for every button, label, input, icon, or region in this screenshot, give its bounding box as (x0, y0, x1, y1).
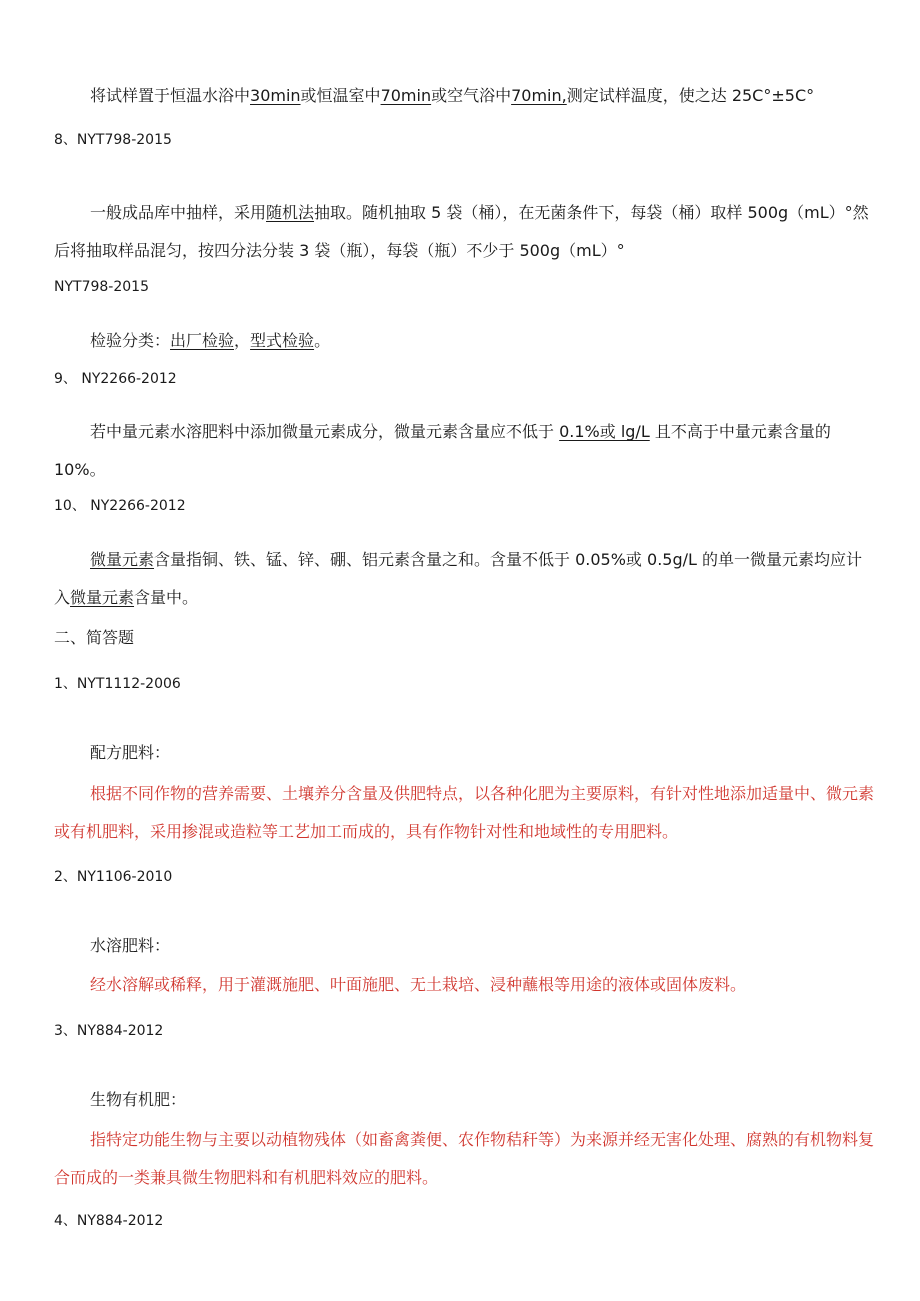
blank-answer: 随机法 (266, 203, 315, 222)
question-1-label: 配方肥料： (90, 743, 171, 762)
item-number-8: 8、NYT798-2015 (54, 132, 172, 148)
paragraph-inspection (54, 322, 874, 360)
text: 一般成品库中抽样，采用 (90, 203, 267, 222)
text: 含量指铜、铁、锰、锌、硼、铝元素含量之和。含量不低于 0.05%或 0.5g∕L 的单一微量元素均应计入 (54, 550, 863, 607)
blank-answer: 0.1%或 lg/L (559, 422, 650, 441)
question-3-answer: 指特定功能生物与主要以动植物残体（如畜禽粪便、农作物秸秆等）为来源并经无害化处理、腐熟的有机物料复合而成的一类兼具微生物肥料和有机肥料效应的肥料。 (54, 1130, 875, 1187)
blank-answer: 微量元素 (90, 550, 155, 569)
text: 检验分类： (90, 331, 171, 350)
blank-answer: 型式检验 (250, 331, 315, 350)
question-3-label: 生物有机肥： (90, 1090, 187, 1109)
text: ， (234, 331, 251, 350)
question-2-ref: 2、NY1106-2010 (54, 869, 173, 885)
paragraph-sampling (54, 194, 874, 270)
text: 且不高于中量元素含量的 10%。 (54, 422, 831, 479)
paragraph-temperature (54, 77, 874, 115)
paragraph-micro-elements (54, 413, 874, 489)
text: 测定试样温度，使之达 25C°±5C° (566, 86, 815, 105)
question-3-ref: 3、NY884-2012 (54, 1023, 164, 1039)
blank-answer: 出厂检验 (170, 331, 235, 350)
paragraph-micro-definition (54, 541, 874, 617)
text: 含量中。 (134, 588, 199, 607)
question-1-ref: 1、NYT1112-2006 (54, 676, 181, 692)
text: 将试样置于恒温水浴中 (90, 86, 251, 105)
item-number-9: 9、 NY2266-2012 (54, 371, 177, 387)
blank-answer: 30min (250, 86, 301, 105)
item-standard-ref: NYT798-2015 (54, 279, 149, 295)
question-2-answer: 经水溶解或稀释，用于灌溉施肥、叶面施肥、无土栽培、浸种蘸根等用途的液体或固体废料。 (90, 975, 747, 994)
item-number-10: 10、 NY2266-2012 (54, 498, 186, 514)
blank-answer: 70min, (511, 86, 567, 105)
question-4-ref: 4、NY884-2012 (54, 1213, 164, 1229)
section-heading: 二、简答题 (54, 628, 135, 647)
text: 。 (314, 331, 331, 350)
text: 若中量元素水溶肥料中添加微量元素成分，微量元素含量应不低于 (90, 422, 560, 441)
blank-answer: 70min (380, 86, 432, 105)
text: 抽取。随机抽取 5 袋（桶），在无菌条件下，每袋（桶）取样 500g（mL）°然后将抽取样品混匀，按四分法分装 3 袋（瓶），每袋（瓶）不少于 500g（mL）° (54, 203, 869, 260)
question-2-label: 水溶肥料： (90, 936, 171, 955)
blank-answer: 微量元素 (70, 588, 135, 607)
text: 或空气浴中 (431, 86, 512, 105)
question-1-answer: 根据不同作物的营养需要、土壤养分含量及供肥特点，以各种化肥为主要原料，有针对性地添加适量中、微元素或有机肥料，采用掺混或造粒等工艺加工而成的，具有作物针对性和地域性的专用肥料。 (54, 784, 875, 841)
text: 或恒温室中 (300, 86, 381, 105)
